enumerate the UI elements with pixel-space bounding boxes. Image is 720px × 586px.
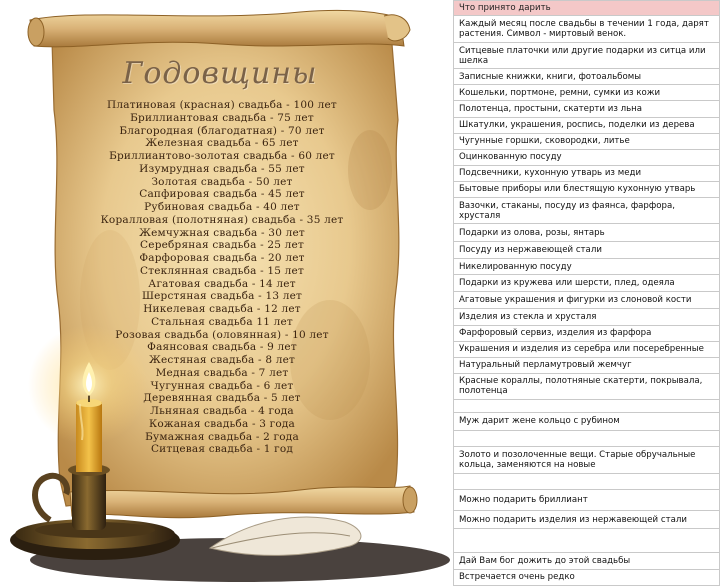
anniversary-item: Стеклянная свадьба - 15 лет xyxy=(140,264,304,277)
anniversary-item: Льняная свадьба - 4 года xyxy=(150,405,294,417)
anniversary-item: Бумажная свадьба - 2 года xyxy=(145,430,299,443)
table-cell: Шкатулки, украшения, роспись, поделки из дерева xyxy=(454,117,720,133)
table-cell: Красные кораллы, полотняные скатерти, покрывала, полотенца xyxy=(454,373,720,399)
table-cell: Подарки из олова, розы, янтарь xyxy=(454,224,720,242)
anniversary-item: Деревянная свадьба - 5 лет xyxy=(143,392,301,405)
table-cell: Натуральный перламутровый жемчуг xyxy=(454,357,720,373)
anniversary-item: Розовая свадьба (оловянная) - 10 лет xyxy=(115,328,329,341)
anniversary-item: Сапфировая свадьба - 45 лет xyxy=(139,188,305,201)
scroll-top-roll xyxy=(30,10,404,46)
table-cell: Вазочки, стаканы, посуду из фаянса, фарфора, хрусталя xyxy=(454,197,720,223)
table-cell: Можно подарить бриллиант xyxy=(454,490,720,511)
anniversary-list xyxy=(82,99,362,456)
table-cell: Каждый месяц после свадьбы в течении 1 года, дарят растения. Символ - миртовый венок. xyxy=(454,16,720,43)
anniversary-item: Медная свадьба - 7 лет xyxy=(155,366,289,379)
anniversary-item: Бриллиантовая свадьба - 75 лет xyxy=(130,111,314,124)
table-cell: Посуду из нержавеющей стали xyxy=(454,242,720,259)
anniversary-item: Серебряная свадьба - 25 лет xyxy=(140,239,304,252)
table-cell xyxy=(454,474,720,490)
anniversary-item: Платиновая (красная) свадьба - 100 лет xyxy=(107,99,337,111)
table-cell: Оцинкованную посуду xyxy=(454,149,720,165)
table-cell: Чугунные горшки, сковородки, литье xyxy=(454,133,720,149)
anniversary-item: Кожаная свадьба - 3 года xyxy=(149,417,295,430)
table-cell: Золото и позолоченные вещи. Старые обручальные кольца, заменяются на новые xyxy=(454,447,720,474)
table-cell xyxy=(454,399,720,412)
anniversary-item: Изумрудная свадьба - 55 лет xyxy=(139,162,305,175)
table-cell: Кошельки, портмоне, ремни, сумки из кожи xyxy=(454,85,720,101)
table-cell xyxy=(454,529,720,552)
anniversary-item: Фарфоровая свадьба - 20 лет xyxy=(139,252,305,264)
table-cell: Фарфоровый сервиз, изделия из фарфора xyxy=(454,325,720,341)
anniversary-item: Жемчужная свадьба - 30 лет xyxy=(139,226,305,239)
anniversary-item: Коралловая (полотняная) свадьба - 35 лет xyxy=(100,213,344,226)
anniversary-item: Железная свадьба - 65 лет xyxy=(145,137,299,150)
table-cell: Подсвечники, кухонную утварь из меди xyxy=(454,165,720,181)
table-cell: Изделия из стекла и хрусталя xyxy=(454,309,720,325)
table-cell: Бытовые приборы или блестящую кухонную утварь xyxy=(454,181,720,197)
candle-holder-stem xyxy=(72,468,106,530)
table-cell: Встречается очень редко xyxy=(454,569,720,585)
table-cell: Украшения и изделия из серебра или посеребренные xyxy=(454,341,720,357)
anniversary-item: Жестяная свадьба - 8 лет xyxy=(148,354,296,366)
table-cell: Муж дарит жене кольцо с рубином xyxy=(454,412,720,430)
table-cell: Можно подарить изделия из нержавеющей стали xyxy=(454,511,720,529)
anniversary-item: Стальная свадьба 11 лет xyxy=(151,315,293,328)
anniversary-item: Фаянсовая свадьба - 9 лет xyxy=(147,341,297,354)
table-cell: Полотенца, простыни, скатерти из льна xyxy=(454,101,720,117)
table-cell xyxy=(454,431,720,447)
anniversary-item: Рубиновая свадьба - 40 лет xyxy=(144,201,300,213)
anniversary-item: Агатовая свадьба - 14 лет xyxy=(148,277,296,290)
table-cell: Агатовые украшения и фигурки из слоновой кости xyxy=(454,292,720,309)
gift-table xyxy=(453,0,720,586)
table-cell: Подарки из кружева или шерсти, плед, одеяла xyxy=(454,275,720,292)
anniversary-item: Шерстяная свадьба - 13 лет xyxy=(141,290,303,303)
anniversary-item: Золотая свадьба - 50 лет xyxy=(151,175,293,188)
anniversary-item: Бриллиантово-золотая свадьба - 60 лет xyxy=(109,150,335,162)
anniversary-item: Ситцевая свадьба - 1 год xyxy=(150,443,294,456)
table-cell: Записные книжки, книги, фотоальбомы xyxy=(454,69,720,85)
table-cell: Никелированную посуду xyxy=(454,259,720,275)
anniversary-item: Никелевая свадьба - 12 лет xyxy=(143,303,301,315)
table-header-cell: Что принято дарить xyxy=(454,1,720,16)
table-cell: Дай Вам бог дожить до этой свадьбы xyxy=(454,552,720,569)
anniversary-item: Благородная (благодатная) - 70 лет xyxy=(119,124,325,137)
table-cell: Ситцевые платочки или другие подарки из ситца или шелка xyxy=(454,43,720,69)
scroll-title: Годовщины xyxy=(122,56,318,91)
anniversary-item: Чугунная свадьба - 6 лет xyxy=(150,379,294,392)
